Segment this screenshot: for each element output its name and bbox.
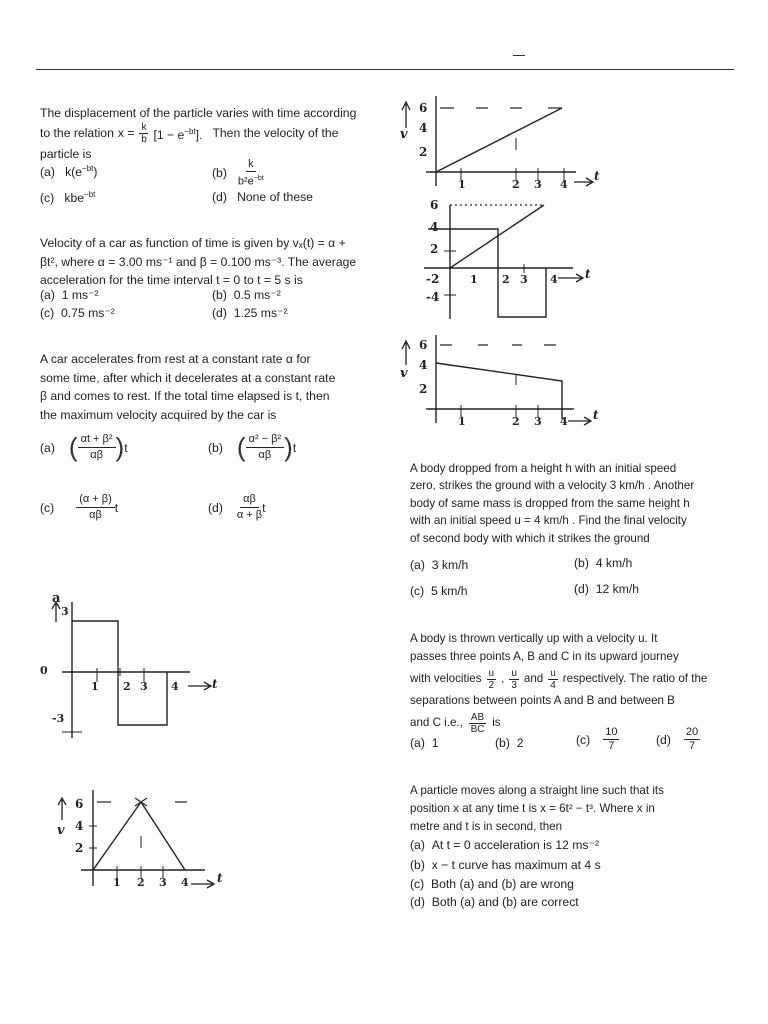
q6-option-c[interactable] (410, 877, 574, 891)
q5-opt-c-den: 7 (608, 740, 615, 752)
q3-opt-d-den: α + β (236, 509, 263, 521)
q2-line2: βt², where α = 3.00 ms⁻¹ and β = 0.100 ms⁻³. The average (40, 254, 357, 269)
q3-line4: the maximum velocity acquired by the car is (40, 407, 277, 422)
q5-d4: 4 (550, 679, 556, 691)
graph-r2-ym4: -4 (426, 290, 440, 304)
q3-opt-c-label: (c) (40, 500, 55, 515)
q4-opt-b-text: 4 km/h (595, 556, 633, 570)
q1-option-b[interactable] (212, 158, 265, 189)
graph-v1-y4: 4 (75, 819, 84, 833)
q5-and: and (523, 672, 544, 685)
q6-line3: metre and t is in second, then (410, 820, 563, 833)
q3-opt-d-num: αβ (240, 492, 259, 508)
q3-opt-a-den: αβ (90, 449, 103, 461)
q1-opt-b-den-base: b²e (237, 175, 254, 188)
q3-opt-c-t: t (114, 500, 119, 515)
q5-opt-c-num: 10 (605, 726, 618, 738)
q3-opt-d-label: (d) (208, 500, 223, 515)
graph-r2-x-arrow (558, 274, 583, 282)
q1-line2-post: Then the velocity of the (212, 126, 339, 141)
question-2-text (40, 234, 390, 290)
q4-opt-d-text: 12 km/h (595, 582, 640, 596)
q6-line1: A particle moves along a straight line such that its (410, 784, 664, 797)
q2-opt-c-label: (c) (40, 306, 55, 320)
q3-opt-a-label: (a) (40, 440, 55, 455)
graph-a-y3: 3 (61, 605, 69, 618)
q6-opt-c-label: (c) (410, 877, 425, 891)
q1-opt-b-den (238, 172, 264, 189)
graph-r2-y2: 2 (430, 242, 439, 256)
graph-a-t3: 3 (140, 680, 148, 693)
q3-opt-c-den: αβ (89, 509, 102, 521)
graph-a-ylabel: a (52, 591, 61, 606)
q5-line3 (410, 666, 740, 692)
graph-r3-y2: 2 (419, 382, 428, 396)
q1-line3: particle is (40, 146, 92, 161)
q5-u-c: u (550, 667, 556, 679)
q2-opt-a-label: (a) (40, 288, 55, 302)
q2-opt-b-label: (b) (212, 288, 227, 302)
q1-option-d[interactable] (212, 190, 313, 204)
q5-u-a: u (488, 667, 495, 679)
graph-r2-xlabel: t (585, 267, 591, 281)
q1-opt-b-num: k (248, 158, 254, 170)
q5-opt-b-text: 2 (516, 736, 524, 750)
q4-option-a[interactable] (410, 558, 468, 572)
q5-option-a[interactable] (410, 736, 438, 750)
q2-opt-a-text: 1 ms⁻² (61, 288, 99, 302)
graph-r1-xlabel: t (594, 169, 600, 183)
graph-v1-xlabel: t (217, 871, 223, 885)
q4-option-c[interactable] (410, 584, 468, 598)
graph-r2-y6: 6 (430, 198, 439, 212)
q2-option-b[interactable] (212, 288, 281, 302)
graph-a-t2: 2 (123, 680, 131, 693)
q1-option-c[interactable] (40, 190, 95, 205)
q1-k: k (141, 122, 147, 133)
q2-line3: acceleration for the time interval t = 0 to t = 5 s is (40, 273, 303, 287)
q2-option-a[interactable] (40, 288, 99, 302)
q5-line5-post: is (492, 716, 501, 729)
q5-opt-a-text: 1 (431, 736, 439, 750)
q3-opt-c-num: (α + β) (76, 492, 115, 508)
q3-opt-d-t: t (262, 500, 266, 515)
q3-option-b[interactable] (208, 432, 296, 463)
q3-opt-b-label: (b) (208, 440, 223, 455)
q4-opt-a-text: 3 km/h (431, 558, 469, 572)
graph-r1-curve (436, 108, 562, 172)
graph-v1-t1: 1 (113, 876, 121, 889)
q6-opt-d-label: (d) (410, 895, 425, 909)
graph-r3-t1: 1 (458, 415, 466, 428)
q3-opt-b-lparen: ( (236, 432, 246, 462)
q2-line1: Velocity of a car as function of time is given by vₓ(t) = α + (40, 236, 346, 250)
graph-velocity-acceleration-combined (398, 193, 598, 323)
q4-option-d[interactable] (574, 582, 639, 596)
graph-v1-y-arrow (58, 798, 66, 820)
q1-bracket-close: ]. (195, 127, 203, 142)
q1-line2-pre: to the relation (40, 126, 114, 141)
q1-opt-d-text: None of these (237, 190, 313, 204)
graph-r3-x-arrow (568, 417, 591, 425)
q2-opt-d-text: 1.25 ms⁻² (233, 306, 288, 320)
q3-line3: β and comes to rest. If the total time elapsed is t, then (40, 389, 330, 403)
graph-velocity-linear (398, 96, 598, 191)
q4-line1: A body dropped from a height h with an initial speed (410, 462, 677, 475)
question-5-text (410, 630, 740, 736)
q5-opt-c-frac (603, 726, 619, 753)
q1-option-a[interactable] (40, 164, 97, 179)
q3-option-c[interactable] (40, 492, 118, 523)
q1-b: b (141, 134, 147, 145)
q2-option-d[interactable] (212, 306, 288, 320)
q4-line5: of second body with which it strikes the ground (410, 531, 650, 545)
graph-v1-t2: 2 (137, 876, 145, 889)
q5-line3-post: respectively. The ratio of the (562, 672, 708, 685)
q2-opt-d-label: (d) (212, 306, 227, 320)
q1-opt-a-label: (a) (40, 165, 55, 180)
q4-line3: body of same mass is dropped from the same height h (410, 496, 690, 510)
graph-acceleration-time (40, 590, 220, 740)
graph-a-x-arrow (188, 682, 211, 690)
graph-r1-t4: 4 (560, 178, 568, 191)
q5-option-b[interactable] (495, 736, 523, 750)
q5-line4: separations between points A and B and between B (410, 694, 675, 707)
q1-x-eq: x = (117, 126, 135, 141)
q5-frac-ab-bc (469, 712, 486, 735)
q1-opt-b-label: (b) (212, 166, 227, 181)
q5-line1: A body is thrown vertically up with a velocity u. It (410, 632, 658, 645)
q5-line3-pre: with velocities (410, 672, 482, 685)
q5-frac-u4 (548, 668, 558, 691)
q3-line2: some time, after which it decelerates at a constant rate (40, 370, 336, 385)
graph-r2-t2: 2 (502, 273, 510, 286)
q5-opt-d-den: 7 (688, 740, 696, 752)
graph-r2-linear-curve (450, 205, 544, 268)
graph-v1-t3: 3 (159, 876, 167, 889)
q2-opt-b-text: 0.5 ms⁻² (233, 288, 281, 302)
graph-r3-y6: 6 (419, 338, 428, 352)
q3-option-a[interactable] (40, 432, 128, 463)
question-6-text (410, 782, 740, 836)
graph-r3-xlabel: t (593, 408, 599, 422)
graph-a-xlabel: t (212, 677, 218, 691)
q1-line1: The displacement of the particle varies with time according (40, 106, 357, 120)
q4-opt-d-label: (d) (574, 582, 589, 596)
q5-opt-b-label: (b) (495, 736, 510, 750)
graph-v1-y6: 6 (75, 797, 84, 811)
graph-r3-t3: 3 (534, 415, 542, 428)
q1-bracket (153, 123, 202, 145)
q4-line2: zero, strikes the ground with a velocity 3 km/h . Another (410, 479, 695, 493)
q3-opt-c-frac (76, 492, 115, 523)
q6-option-b[interactable] (410, 858, 601, 872)
q1-bracket-exp: −bt (184, 126, 196, 136)
q6-opt-b-label: (b) (410, 858, 425, 872)
graph-velocity-decreasing (398, 335, 598, 430)
q5-opt-c-label: (c) (576, 732, 591, 747)
q1-opt-a-exp: −bt (82, 164, 94, 173)
q1-opt-c-label: (c) (40, 191, 55, 206)
q5-option-d[interactable] (656, 726, 701, 753)
q6-option-d[interactable] (410, 895, 579, 909)
q4-option-b[interactable] (574, 556, 632, 570)
graph-r3-curve (436, 363, 562, 419)
graph-r1-ylabel: v (400, 127, 408, 142)
graph-r2-t4: 4 (550, 273, 558, 286)
graph-v1-curve (93, 802, 185, 870)
q5-comma: , (501, 672, 505, 685)
q3-opt-b-num: α² − β² (246, 432, 285, 448)
q6-opt-c-text: Both (a) and (b) are wrong (431, 877, 574, 891)
graph-r1-y6: 6 (419, 101, 428, 115)
q5-d3: 3 (511, 679, 517, 691)
q5-line2: passes three points A, B and C in its upward journey (410, 650, 679, 663)
graph-r3-t2: 2 (512, 415, 520, 428)
graph-velocity-triangle (55, 790, 235, 900)
q3-option-d[interactable] (208, 492, 266, 523)
q3-opt-b-t: t (292, 440, 297, 455)
graph-a-t4: 4 (171, 680, 179, 693)
q5-option-c[interactable] (576, 726, 620, 753)
graph-a-ym3: -3 (52, 712, 65, 725)
graph-a-t1: 1 (91, 680, 99, 693)
question-3-text (40, 350, 385, 424)
q3-line1: A car accelerates from rest at a constant rate α for (40, 352, 311, 366)
q5-frac-u3 (509, 668, 519, 691)
q1-opt-c-exp: −bt (84, 190, 96, 199)
q3-opt-b-den: αβ (258, 449, 272, 461)
graph-v1-ylabel: v (57, 823, 65, 838)
q6-opt-a-label: (a) (410, 838, 425, 852)
q1-bracket-text: [1 − e (153, 127, 185, 142)
q3-opt-a-rparen: ) (115, 432, 125, 462)
question-4-text (410, 460, 740, 547)
q6-opt-a-text: At t = 0 acceleration is 12 ms⁻² (431, 838, 599, 852)
graph-r2-y4: 4 (430, 220, 439, 234)
header-dash (513, 55, 525, 56)
q3-opt-d-frac (237, 492, 262, 523)
q1-opt-b-den-exp: −bt (253, 175, 264, 182)
q3-opt-a-num: αt + β² (78, 432, 116, 448)
q5-opt-d-num: 20 (685, 726, 699, 738)
graph-r3-t4: 4 (560, 415, 568, 428)
q5-d2: 2 (488, 679, 495, 691)
q1-opt-a-close: ) (93, 165, 98, 180)
graph-v1-t4: 4 (181, 876, 189, 889)
q2-opt-c-text: 0.75 ms⁻² (61, 306, 115, 320)
q5-ab: AB (470, 711, 485, 723)
question-1-text (40, 104, 385, 163)
graph-r1-t1: 1 (458, 178, 466, 191)
q1-opt-c-text: kbe (64, 191, 85, 206)
q3-opt-a-t: t (124, 440, 128, 455)
q1-line2 (40, 123, 385, 145)
graph-r2-t1: 1 (470, 273, 478, 286)
graph-r3-y4: 4 (419, 358, 428, 372)
q5-opt-d-label: (d) (656, 732, 671, 747)
graph-r2-ym2: -2 (426, 272, 440, 286)
q2-option-c[interactable] (40, 306, 115, 320)
q4-line4: with an initial speed u = 4 km/h . Find the final velocity (410, 514, 687, 528)
graph-v1-y2: 2 (75, 841, 84, 855)
graph-a-y0: 0 (40, 664, 48, 677)
graph-r3-y-arrow (402, 341, 410, 365)
graph-v1-peak-mark (135, 798, 147, 806)
q1-k-over-b (139, 122, 148, 145)
q1-opt-b-frac (238, 158, 264, 189)
graph-r3-ylabel: v (400, 366, 408, 381)
q3-opt-a-frac (78, 432, 116, 463)
q3-opt-b-frac (246, 432, 285, 463)
graph-v1-x-arrow (191, 880, 214, 888)
q6-opt-b-text: x − t curve has maximum at 4 s (431, 858, 601, 872)
q3-opt-a-lparen: ( (68, 432, 78, 462)
q6-line2: position x at any time t is x = 6t² − t³. Where x in (410, 802, 655, 815)
graph-r1-x-arrow (574, 178, 593, 186)
q6-opt-d-text: Both (a) and (b) are correct (431, 895, 579, 909)
q5-opt-a-label: (a) (410, 736, 425, 750)
q5-frac-u2 (487, 668, 497, 691)
graph-r2-t3: 3 (520, 273, 528, 286)
q5-bc: BC (470, 723, 485, 735)
q1-opt-a-text: k(e (65, 165, 83, 180)
q4-opt-c-label: (c) (410, 584, 425, 598)
q1-opt-d-label: (d) (212, 190, 227, 204)
q5-line5-pre: and C i.e., (410, 716, 463, 729)
q4-opt-b-label: (b) (574, 556, 589, 570)
q6-option-a[interactable] (410, 838, 599, 852)
header-rule (36, 69, 734, 70)
graph-r1-y-arrow (402, 102, 410, 128)
q5-opt-d-frac (684, 726, 700, 753)
graph-r1-t3: 3 (534, 178, 542, 191)
graph-r2-step-curve (428, 229, 546, 317)
q3-opt-b-rparen: ) (284, 432, 293, 462)
graph-r1-t2: 2 (512, 178, 520, 191)
graph-r1-y2: 2 (419, 145, 428, 159)
graph-r1-y4: 4 (419, 121, 428, 135)
q4-opt-c-text: 5 km/h (431, 584, 468, 598)
q5-u-b: u (511, 667, 517, 679)
q4-opt-a-label: (a) (410, 558, 425, 572)
